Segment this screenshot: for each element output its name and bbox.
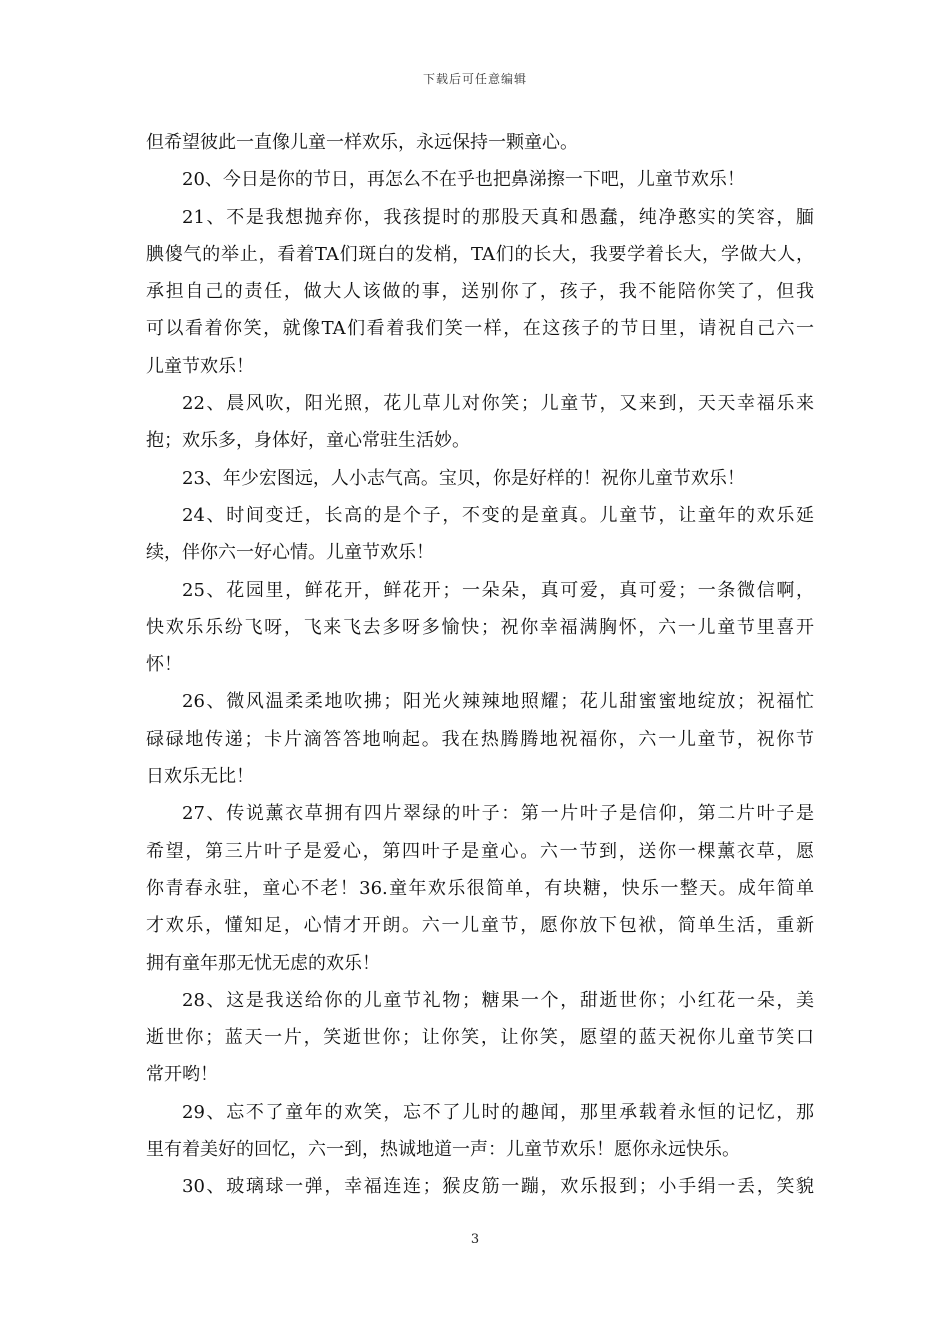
text-line: 日欢乐无比！	[146, 766, 254, 788]
text-line: 25、花园里，鲜花开，鲜花开；一朵朵，真可爱，真可爱；一条微信啊，	[182, 579, 814, 601]
text-line: 抱；欢乐多，身体好，童心常驻生活妙。	[146, 430, 470, 452]
text-line: 28、这是我送给你的儿童节礼物；糖果一个，甜逝世你；小红花一朵，美	[182, 989, 814, 1011]
text-line: 20、今日是你的节日，再怎么不在乎也把鼻涕擦一下吧，儿童节欢乐！	[182, 169, 745, 191]
text-line: 你青春永驻，童心不老！36.童年欢乐很简单，有块糖，快乐一整天。成年简单	[146, 877, 814, 899]
text-line: 29、忘不了童年的欢笑，忘不了儿时的趣闻，那里承载着永恒的记忆，那	[182, 1101, 814, 1123]
text-line: 27、传说薰衣草拥有四片翠绿的叶子：第一片叶子是信仰，第二片叶子是	[182, 803, 814, 825]
text-line: 22、晨风吹，阳光照，花儿草儿对你笑；儿童节，又来到，天天幸福乐来	[182, 393, 814, 415]
text-line: 但希望彼此一直像儿童一样欢乐，永远保持一颗童心。	[146, 132, 578, 153]
text-line: 才欢乐，懂知足，心情才开朗。六一儿童节，愿你放下包袱，简单生活，重新	[146, 915, 814, 937]
text-line: 30、玻璃球一弹，幸福连连；猴皮筋一蹦，欢乐报到；小手绢一丢，笑貌	[182, 1176, 814, 1198]
text-line: 里有着美好的回忆，六一到，热诚地道一声：儿童节欢乐！愿你永远快乐。	[146, 1139, 740, 1161]
text-line: 拥有童年那无忧无虑的欢乐！	[146, 952, 380, 974]
text-line: 快欢乐乐纷飞呀，飞来飞去多呀多愉快；祝你幸福满胸怀，六一儿童节里喜开	[146, 616, 814, 638]
text-line: 腆傻气的举止，看着TA们斑白的发梢，TA们的长大，我要学着长大，学做大人，	[146, 243, 814, 265]
text-line: 承担自己的责任，做大人该做的事，送别你了，孩子，我不能陪你笑了，但我	[146, 281, 814, 303]
text-line: 怀！	[146, 654, 182, 676]
text-line: 儿童节欢乐！	[146, 355, 254, 377]
text-line: 24、时间变迁，长高的是个子，不变的是童真。儿童节，让童年的欢乐延	[182, 504, 814, 526]
page-header: 下载后可任意编辑	[422, 72, 527, 86]
text-line: 23、年少宏图远，人小志气高。宝贝，你是好样的！祝你儿童节欢乐！	[182, 467, 745, 489]
text-line: 21、不是我想抛弃你，我孩提时的那股天真和愚蠢，纯净憨实的笑容，腼	[182, 206, 814, 228]
document-body	[146, 124, 814, 1206]
page-number: 3	[470, 1232, 480, 1247]
text-line: 希望，第三片叶子是爱心，第四叶子是童心。六一节到，送你一棵薰衣草，愿	[146, 840, 814, 862]
text-line: 续，伴你六一好心情。儿童节欢乐！	[146, 542, 434, 564]
text-line: 可以看着你笑，就像TA们看着我们笑一样，在这孩子的节日里，请祝自己六一	[146, 318, 814, 340]
text-line: 逝世你；蓝天一片，笑逝世你；让你笑，让你笑，愿望的蓝天祝你儿童节笑口	[146, 1027, 814, 1049]
text-line: 碌碌地传递；卡片滴答答地响起。我在热腾腾地祝福你，六一儿童节，祝你节	[146, 728, 814, 750]
text-line: 26、微风温柔柔地吹拂；阳光火辣辣地照耀；花儿甜蜜蜜地绽放；祝福忙	[182, 691, 814, 713]
text-line: 常开哟！	[146, 1064, 218, 1086]
